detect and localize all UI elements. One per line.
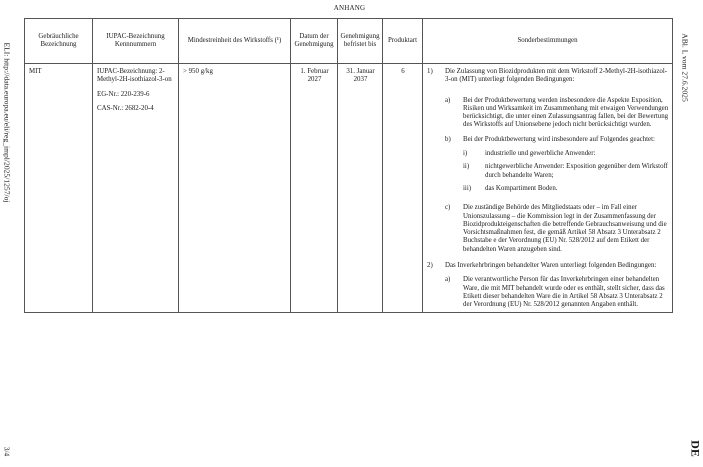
provision-1b-i [463, 150, 669, 158]
substance-table [24, 18, 673, 313]
cell-purity [179, 64, 291, 313]
header-expiry-date: Genehmigung befristet bis [338, 19, 383, 64]
table-row [25, 64, 673, 313]
header-purity: Mindestreinheit des Wirkstoffs (¹) [179, 19, 291, 64]
iupac-name: IUPAC-Bezeichnung: 2-Methyl-2H-isothiazol-3-on [97, 68, 172, 84]
provision-1b-ii [463, 163, 669, 180]
provision-letter: c) [445, 204, 451, 212]
provision-1a [445, 97, 669, 130]
provision-2a [445, 276, 669, 309]
provision-text: Bei der Produktbewertung werden insbesondere die Aspekte Exposition, Risiken und Wirksamkeit im Zusammenhang mit etwaigen Verwendungen berücksichtigt, die unter einen Zulassungsantrag fallen, bei der Bewertung des Wirkstoffs auf Unionsebene jedoch nicht berücksichtigt wurden. [463, 96, 669, 129]
cell-common-name [25, 64, 93, 313]
provision-roman: i) [463, 150, 468, 158]
cell-iupac [93, 64, 179, 313]
provision-letter: a) [445, 96, 451, 104]
provision-text: Die zuständige Behörde des Mitgliedstaats oder – im Fall einer Unionszulassung – die Kommission legt in der Zusammenfassung der Biozidprodukteigenschaften die betreffende Gebrauchsanweisung und die Vorsichtsmaßnahmen fest, die gemäß Artikel 58 Absatz 3 Unterabsatz 2 Buchstabe e der Verordnung (EU) Nr. 528/2012 auf dem Etikett der behandelten Waren anzugeben sind. [463, 204, 667, 253]
provision-text: das Kompartiment Boden. [485, 184, 558, 192]
provision-roman: ii) [463, 163, 470, 171]
provision-text: Bei der Produktbewertung wird insbesondere auf Folgendes geachtet: [463, 135, 655, 143]
journal-reference: ABl. L vom 27.6.2025 [680, 33, 690, 102]
provision-number: 1) [427, 68, 433, 75]
provision-number: 2) [427, 262, 433, 270]
provision-text: Die verantwortliche Person für das Inverkehrbringen einer behandelten Ware, die mit MIT behandelt wurde oder es enthält, stellt sicher, dass das Etikett dieser behandelten Ware die in Artikel 58 Absatz 3 Unterabsatz 2 der Verordnung (EU) Nr. 528/2012 genannten Angaben enthält. [463, 276, 665, 309]
provision-roman: iii) [463, 184, 472, 192]
cas-number: CAS-Nr.: 2682-20-4 [97, 104, 154, 112]
ec-number: EG-Nr.: 220-239-6 [97, 90, 150, 98]
expiry-date: 31. Januar 2037 [346, 68, 375, 84]
annex-title: ANHANG [333, 4, 366, 12]
header-common-name: Gebräuchliche Bezeichnung [25, 19, 93, 64]
header-specific-provisions: Sonderbestimmungen [423, 19, 673, 64]
provision-1b [445, 136, 669, 198]
page-number: 3/4 [2, 446, 12, 457]
cell-approval-date [291, 64, 338, 313]
provision-1b-iii [463, 185, 669, 193]
common-name: MIT [29, 68, 42, 75]
provision-text: Die Zulassung von Biozidprodukten mit dem Wirkstoff 2-Methyl-2H-isothiazol-3-on (MIT) unterliegt folgenden Bedingungen: [445, 68, 668, 84]
eli-reference: ELI: http://data.europa.eu/eli/reg_impl/2025/1257/oj [2, 42, 12, 203]
provision-2 [427, 262, 669, 270]
cell-specific-provisions [423, 64, 673, 313]
header-product-type: Produktart [383, 19, 423, 64]
table-header-row [25, 19, 673, 64]
provision-letter: a) [445, 276, 451, 284]
cell-expiry-date [338, 64, 383, 313]
provision-text: nichtgewerbliche Anwender: Exposition gegenüber dem Wirkstoff durch behandelte Waren; [485, 163, 668, 179]
cell-product-type [383, 64, 423, 313]
language-code: DE [688, 440, 703, 457]
purity-value: > 950 g/kg [183, 68, 213, 75]
provision-letter: b) [445, 135, 451, 143]
approval-date: 1. Februar 2027 [300, 68, 329, 84]
product-type: 6 [401, 68, 405, 75]
provision-1 [427, 68, 669, 91]
provision-1c [445, 204, 669, 254]
header-iupac: IUPAC-Bezeichnung Kennnummern [93, 19, 179, 64]
header-approval-date: Datum der Genehmigung [291, 19, 338, 64]
provision-text: Das Inverkehrbringen behandelter Waren unterliegt folgenden Bedingungen: [445, 262, 657, 270]
provision-text: industrielle und gewerbliche Anwender: [485, 150, 596, 158]
